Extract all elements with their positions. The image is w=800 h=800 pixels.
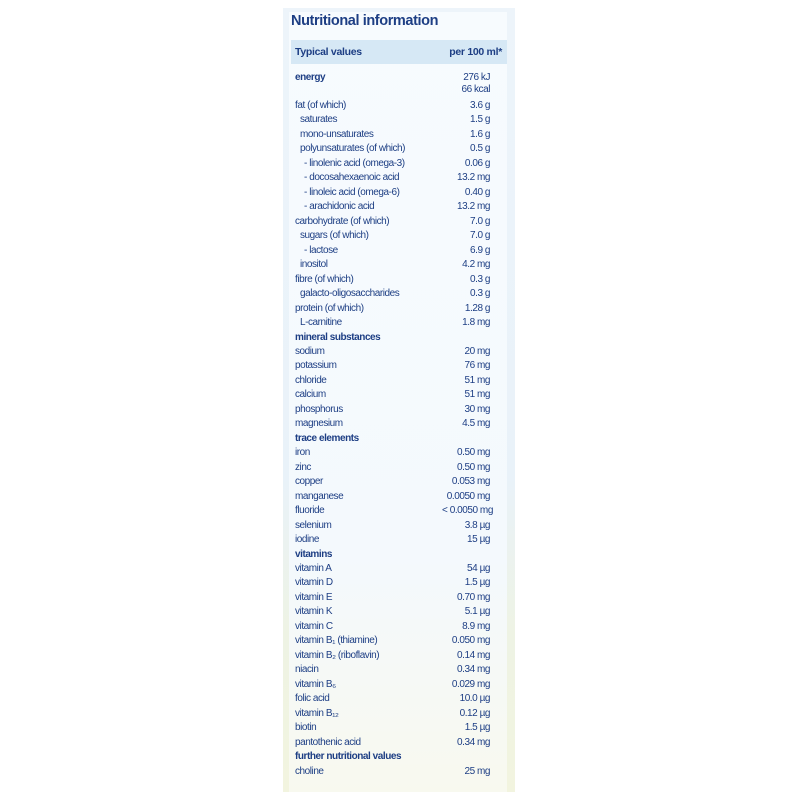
row-value: 1.5 µg [464, 722, 490, 734]
row-name: - linolenic acid (omega-3) [304, 157, 405, 169]
row-value-kj: 276 kJ [463, 72, 490, 83]
table-row [291, 259, 507, 273]
row-name: iron [295, 447, 310, 459]
row-value: 1.5 g [470, 114, 490, 126]
row-value: 0.0050 mg [446, 490, 490, 502]
table-row [291, 317, 507, 331]
row-name: selenium [295, 519, 332, 531]
row-name: chloride [295, 374, 327, 386]
row-name: phosphorus [295, 403, 343, 415]
row-value: 76 mg [464, 360, 490, 372]
row-name: mineral substances [295, 331, 381, 343]
row-name: vitamin B₂ (riboflavin) [295, 649, 380, 661]
row-name: - arachidonic acid [304, 201, 375, 213]
row-value: 0.3 g [470, 288, 490, 300]
row-name: magnesium [295, 418, 343, 430]
row-value: 0.14 mg [457, 649, 490, 661]
row-value: 0.50 mg [457, 447, 490, 459]
table-row [291, 100, 507, 114]
row-value: 1.5 µg [464, 577, 490, 589]
row-value: 13.2 mg [457, 172, 490, 184]
section-heading [291, 433, 507, 447]
row-value: 0.029 mg [451, 678, 490, 690]
row-value: 1.8 mg [462, 317, 490, 329]
row-value: 54 µg [467, 563, 490, 574]
table-row [291, 491, 507, 505]
row-name: sugars (of which) [300, 230, 369, 242]
row-value: 4.5 mg [462, 418, 490, 430]
row-name: potassium [295, 360, 337, 372]
row-name: trace elements [295, 432, 359, 444]
table-row [291, 404, 507, 418]
table-row [291, 274, 507, 288]
table-row [291, 303, 507, 317]
row-value: 3.6 g [470, 100, 490, 111]
row-name: copper [295, 476, 323, 488]
row-name: iodine [295, 534, 319, 546]
table-row [291, 172, 507, 186]
table-row [291, 534, 507, 548]
row-name: pantothenic acid [295, 736, 361, 748]
row-name: fibre (of which) [295, 273, 354, 285]
row-name: vitamin A [295, 563, 332, 574]
table-row [291, 606, 507, 620]
header-per-100ml: per 100 ml* [449, 46, 502, 58]
table-row [291, 635, 507, 649]
row-value-kcal: 66 kcal [461, 84, 490, 95]
section-heading [291, 332, 507, 346]
row-name: vitamins [295, 548, 332, 560]
table-row [291, 418, 507, 432]
table-row [291, 187, 507, 201]
row-name: calcium [295, 389, 326, 401]
row-value: 1.6 g [470, 128, 490, 140]
row-name: carbohydrate (of which) [295, 215, 390, 227]
row-value: 0.50 mg [457, 461, 490, 473]
table-row-energy [291, 72, 507, 100]
table-row [291, 679, 507, 693]
row-value: 0.34 mg [457, 664, 490, 676]
page-title: Nutritional information [291, 13, 439, 29]
row-name: vitamin B₁ (thiamine) [295, 635, 378, 647]
row-value: 15 µg [467, 534, 490, 546]
row-name: choline [295, 765, 324, 777]
table-header [291, 40, 507, 64]
row-name: manganese [295, 490, 344, 502]
row-value: 4.2 mg [462, 259, 490, 271]
table-row [291, 592, 507, 606]
row-name: polyunsaturates (of which) [300, 143, 406, 155]
table-row [291, 476, 507, 490]
table-row [291, 389, 507, 403]
row-value: 51 mg [464, 374, 490, 386]
table-row [291, 375, 507, 389]
row-value: < 0.0050 mg [442, 505, 493, 517]
row-name: inositol [300, 259, 328, 271]
row-name: zinc [295, 461, 311, 473]
table-row [291, 621, 507, 635]
row-name: sodium [295, 345, 325, 357]
table-row [291, 346, 507, 360]
table-row [291, 505, 507, 519]
row-value: 10.0 µg [459, 693, 490, 705]
row-value: 20 mg [464, 345, 490, 357]
row-value: 25 mg [464, 765, 490, 777]
row-name: - lactose [304, 244, 338, 256]
row-value: 7.0 g [470, 230, 490, 242]
row-value: 13.2 mg [457, 201, 490, 213]
row-value: 30 mg [464, 403, 490, 415]
row-value: 7.0 g [470, 215, 490, 227]
row-value: 5.1 µg [464, 606, 490, 618]
table-row [291, 693, 507, 707]
row-name: vitamin D [295, 577, 333, 589]
row-name: energy [295, 72, 326, 83]
table-row [291, 577, 507, 591]
row-name: fluoride [295, 505, 325, 517]
row-value: 1.28 g [464, 302, 490, 314]
row-name: vitamin B₆ [295, 678, 336, 690]
table-row [291, 288, 507, 302]
section-heading [291, 751, 507, 765]
table-row [291, 143, 507, 157]
row-name: vitamin B₁₂ [295, 707, 339, 719]
row-name: mono-unsaturates [300, 128, 374, 140]
row-name: fat (of which) [295, 100, 346, 111]
row-name: vitamin K [295, 606, 333, 618]
row-name: galacto-oligosaccharides [300, 288, 400, 300]
table-row [291, 360, 507, 374]
table-row [291, 129, 507, 143]
table-row [291, 114, 507, 128]
table-row [291, 650, 507, 664]
row-value: 0.70 mg [457, 591, 490, 603]
table-row [291, 563, 507, 577]
row-name: folic acid [295, 693, 330, 705]
row-value: 0.050 mg [451, 635, 490, 647]
row-name: vitamin C [295, 620, 333, 632]
row-value: 0.5 g [470, 143, 490, 155]
row-value: 8.9 mg [462, 620, 490, 632]
row-value: 6.9 g [470, 244, 490, 256]
row-name: - docosahexaenoic acid [304, 172, 400, 184]
row-value: 0.06 g [464, 157, 490, 169]
table-row [291, 158, 507, 172]
table-row [291, 447, 507, 461]
row-name: saturates [300, 114, 338, 126]
nutrition-table [291, 72, 507, 780]
row-name: protein (of which) [295, 302, 364, 314]
row-value: 0.3 g [470, 273, 490, 285]
row-value: 3.8 µg [464, 519, 490, 531]
row-value: 0.12 µg [459, 707, 490, 719]
table-row [291, 722, 507, 736]
row-value: 51 mg [464, 389, 490, 401]
table-row [291, 462, 507, 476]
row-name: niacin [295, 664, 319, 676]
table-row [291, 766, 507, 780]
row-value: 0.053 mg [451, 476, 490, 488]
row-name: vitamin E [295, 591, 333, 603]
section-heading [291, 549, 507, 563]
header-typical-values: Typical values [295, 46, 362, 58]
table-row [291, 230, 507, 244]
table-row [291, 664, 507, 678]
table-row [291, 201, 507, 215]
table-row [291, 216, 507, 230]
table-row [291, 520, 507, 534]
row-name: biotin [295, 722, 317, 734]
row-value: 0.40 g [464, 186, 490, 198]
table-row [291, 737, 507, 751]
row-value: 0.34 mg [457, 736, 490, 748]
table-row [291, 245, 507, 259]
row-name: - linoleic acid (omega-6) [304, 186, 400, 198]
row-name: further nutritional values [295, 751, 402, 763]
row-name: L-carnitine [300, 317, 342, 329]
table-row [291, 708, 507, 722]
